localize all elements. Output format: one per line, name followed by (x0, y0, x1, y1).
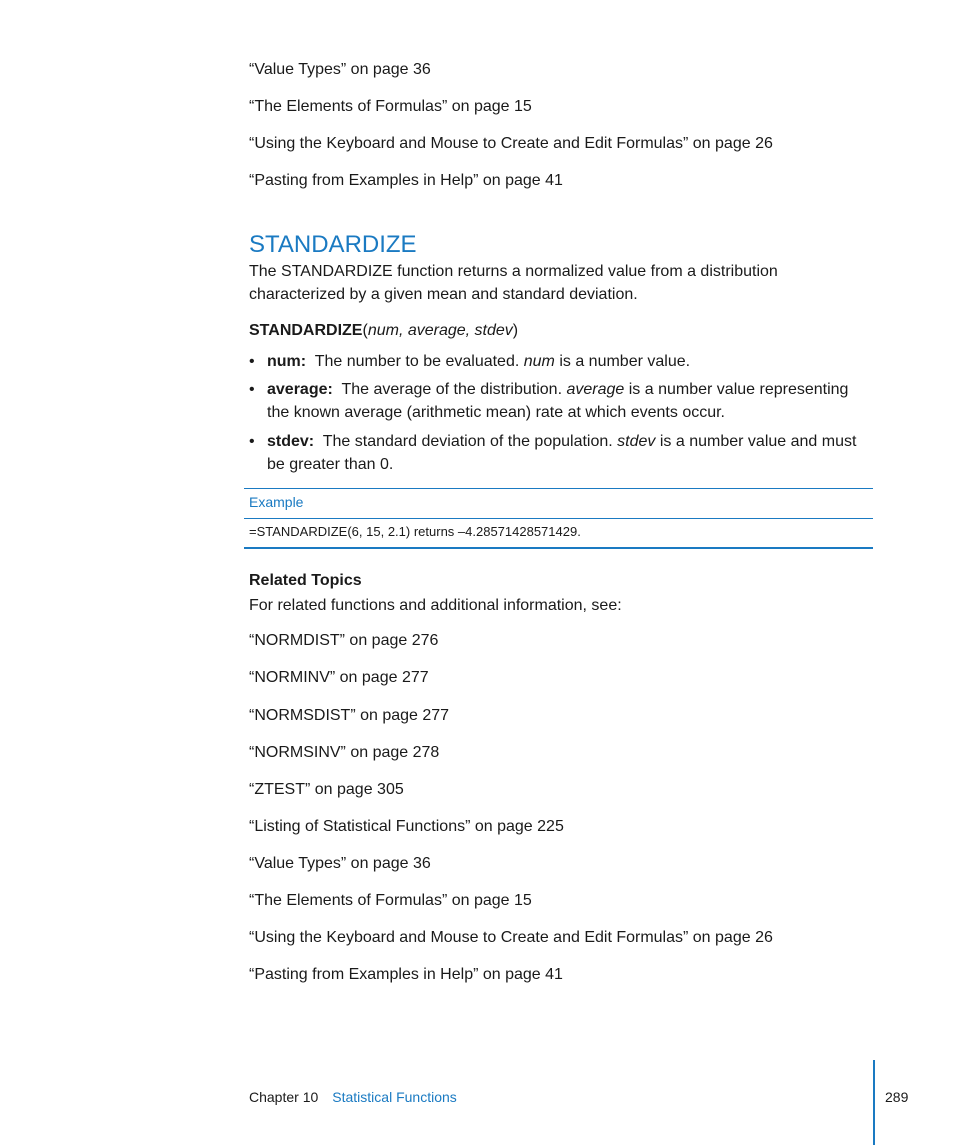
bullet-icon: • (249, 381, 255, 398)
argument-description: The average of the distribution. (341, 381, 563, 398)
argument-italic-name: stdev (617, 433, 656, 450)
related-link[interactable]: “Using the Keyboard and Mouse to Create and Edit Formulas” on page 26 (249, 929, 773, 946)
related-link[interactable]: “NORMSINV” on page 278 (249, 744, 440, 761)
syntax-paren-close: ) (512, 322, 519, 339)
footer-section-link[interactable]: Statistical Functions (332, 1089, 457, 1105)
page-number: 289 (885, 1089, 909, 1105)
footer-divider (873, 1060, 875, 1145)
section-title: STANDARDIZE (249, 231, 417, 258)
argument-detail: is a number value representing the known average (arithmetic mean) rate at which events occur. (267, 381, 849, 421)
argument-detail: is a number value. (559, 353, 691, 370)
related-topics-heading: Related Topics (249, 572, 362, 589)
footer-chapter-label: Chapter 10 (249, 1089, 319, 1105)
argument-name: average: (267, 381, 333, 398)
argument-item (249, 430, 873, 476)
example-label: Example (249, 494, 304, 510)
argument-detail: is a number value and must be greater than 0. (267, 433, 857, 473)
example-divider (244, 518, 873, 519)
related-link[interactable]: “The Elements of Formulas” on page 15 (249, 892, 532, 909)
xref-link[interactable]: “The Elements of Formulas” on page 15 (249, 98, 532, 115)
xref-link[interactable]: “Pasting from Examples in Help” on page 41 (249, 172, 563, 189)
related-link[interactable]: “ZTEST” on page 305 (249, 781, 404, 798)
related-link[interactable]: “Value Types” on page 36 (249, 855, 431, 872)
argument-italic-name: average (566, 381, 625, 398)
bullet-icon: • (249, 353, 255, 370)
footer-chapter (249, 1088, 457, 1106)
argument-name: num: (267, 353, 307, 370)
related-link[interactable]: “Pasting from Examples in Help” on page 41 (249, 966, 563, 983)
syntax-arguments: num, average, stdev (367, 322, 513, 339)
related-link[interactable]: “Listing of Statistical Functions” on page 225 (249, 818, 564, 835)
function-description: The STANDARDIZE function returns a normalized value from a distribution characterized by a given mean and standard deviation. (249, 263, 778, 303)
related-link[interactable]: “NORMINV” on page 277 (249, 669, 429, 686)
related-link[interactable]: “NORMDIST” on page 276 (249, 632, 439, 649)
example-bottom-rule (244, 547, 873, 549)
xref-link[interactable]: “Value Types” on page 36 (249, 61, 431, 78)
argument-name: stdev: (267, 433, 315, 450)
bullet-icon: • (249, 433, 255, 450)
argument-italic-name: num (523, 353, 555, 370)
example-text: =STANDARDIZE(6, 15, 2.1) returns –4.28571428571429. (249, 524, 581, 539)
argument-item (249, 378, 873, 424)
related-topics-intro: For related functions and additional information, see: (249, 597, 622, 614)
function-syntax (249, 320, 518, 342)
xref-link[interactable]: “Using the Keyboard and Mouse to Create and Edit Formulas” on page 26 (249, 135, 773, 152)
syntax-function-name: STANDARDIZE (249, 322, 363, 339)
argument-description: The number to be evaluated. (314, 353, 520, 370)
argument-description: The standard deviation of the population. (322, 433, 613, 450)
related-link[interactable]: “NORMSDIST” on page 277 (249, 707, 450, 724)
argument-item (249, 350, 873, 373)
syntax-paren-open: ( (362, 322, 368, 339)
example-top-rule (244, 488, 873, 489)
